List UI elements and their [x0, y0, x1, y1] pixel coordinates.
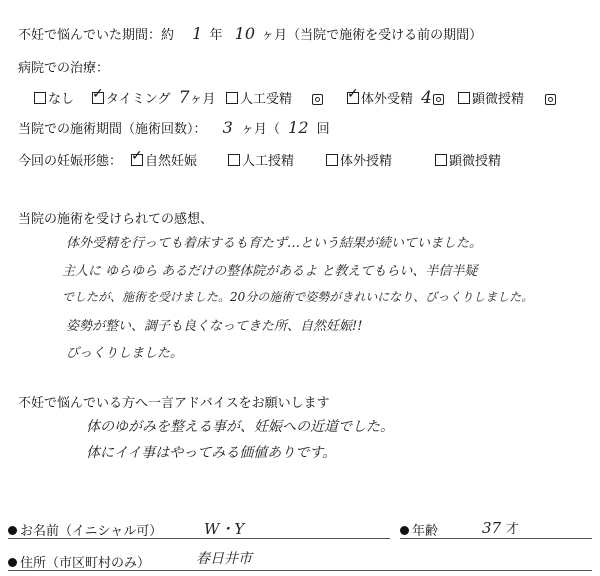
hospital-option-icsi[interactable] [458, 88, 524, 107]
age-field [400, 520, 438, 539]
ivf-count-value: 4 [421, 88, 432, 108]
option-label: タイミング [106, 92, 171, 107]
hospital-label: 病院での治療： [18, 61, 110, 76]
checked-box-icon [347, 92, 359, 104]
impression-line: でしたが、施術を受けました。20分の施術で姿勢がきれいになり、びっくりしました。 [62, 290, 534, 304]
pregnancy-option-natural[interactable] [131, 150, 197, 169]
option-label: 体外受精 [361, 92, 414, 107]
checkbox-icon [228, 154, 240, 166]
artificial-count-unit-icon [312, 89, 323, 108]
checked-box-icon [131, 154, 143, 166]
checked-box-icon [92, 92, 104, 104]
impression-line: 姿勢が整い、調子も良くなってきた所、自然妊娠!! [66, 319, 363, 334]
option-label: 顕微授精 [472, 92, 525, 107]
checkbox-icon [458, 92, 470, 104]
period-label: 不妊で悩んでいた期間：約 [18, 28, 175, 43]
period-month-unit: ヶ月（当院で施術を受ける前の期間） [261, 28, 483, 43]
impression-label: 当院の施術を受けられての感想、 [18, 212, 214, 227]
name-field [8, 520, 162, 539]
timing-months-value: 7 [178, 88, 190, 108]
period-year-unit: 年 [209, 28, 223, 43]
hospital-option-timing[interactable] [92, 88, 215, 108]
option-label: 自然妊娠 [145, 154, 198, 169]
address-label: 住所（市区町村のみ） [20, 556, 151, 571]
checkbox-icon [326, 154, 338, 166]
advice-line: 体にイイ事はやってみる価値ありです。 [86, 445, 337, 461]
advice-line: 体のゆがみを整える事が、妊娠への近道でした。 [86, 419, 394, 435]
clinic-count-value: 12 [288, 118, 309, 137]
name-underline [8, 538, 390, 539]
pregnancy-option-ivf[interactable] [326, 150, 392, 169]
impression-line: びっくりしました。 [66, 346, 184, 361]
hospital-option-none[interactable] [34, 88, 74, 107]
timing-months-unit: ヶ月 [189, 92, 216, 107]
age-value-row [482, 518, 519, 537]
pregnancy-option-artificial[interactable] [228, 150, 294, 169]
bullet-icon [400, 526, 409, 535]
age-unit: 才 [505, 522, 519, 537]
name-value: W・Y [204, 520, 245, 538]
bullet-icon [8, 526, 17, 535]
period-years-value: 1 [192, 24, 203, 43]
address-underline [8, 570, 592, 571]
age-underline [400, 538, 592, 539]
clinic-count-unit: 回 [316, 122, 330, 137]
hospital-option-ivf[interactable] [347, 88, 432, 108]
option-label: 体外授精 [340, 154, 393, 169]
icsi-count-unit-icon [545, 89, 556, 108]
bullet-icon [8, 558, 17, 567]
option-label: 人工授精 [242, 154, 295, 169]
clinic-months-value: 3 [222, 118, 233, 137]
clinic-month-unit: ヶ月（ [240, 122, 280, 137]
impression-line: 主人に ゆらゆら あるだけの整体院があるよ と教えてもらい、半信半疑 [62, 264, 478, 279]
age-label: 年齢 [412, 524, 439, 539]
ivf-count-unit-icon [433, 89, 444, 108]
checkbox-icon [34, 92, 46, 104]
period-row [18, 24, 482, 43]
checkbox-icon [226, 92, 238, 104]
clinic-label: 当院での施術期間（施術回数）： [18, 122, 207, 137]
pregnancy-label: 今回の妊娠形態： [18, 154, 123, 169]
option-label: 人工受精 [240, 92, 293, 107]
pregnancy-option-icsi[interactable] [435, 150, 501, 169]
address-field [8, 552, 150, 571]
clinic-row [18, 118, 330, 137]
name-label: お名前（イニシャル可） [20, 524, 163, 539]
age-value: 37 [482, 519, 502, 537]
advice-label: 不妊で悩んでいる方へ一言アドバイスをお願いします [18, 396, 330, 411]
address-value: 春日井市 [196, 551, 252, 567]
period-months-value: 10 [234, 24, 255, 43]
checkbox-icon [435, 154, 447, 166]
hospital-option-artificial[interactable] [226, 88, 292, 107]
impression-line: 体外受精を行っても着床するも育たず…という結果が続いていました。 [66, 236, 483, 251]
option-label: なし [48, 92, 75, 107]
option-label: 顕微授精 [449, 154, 502, 169]
